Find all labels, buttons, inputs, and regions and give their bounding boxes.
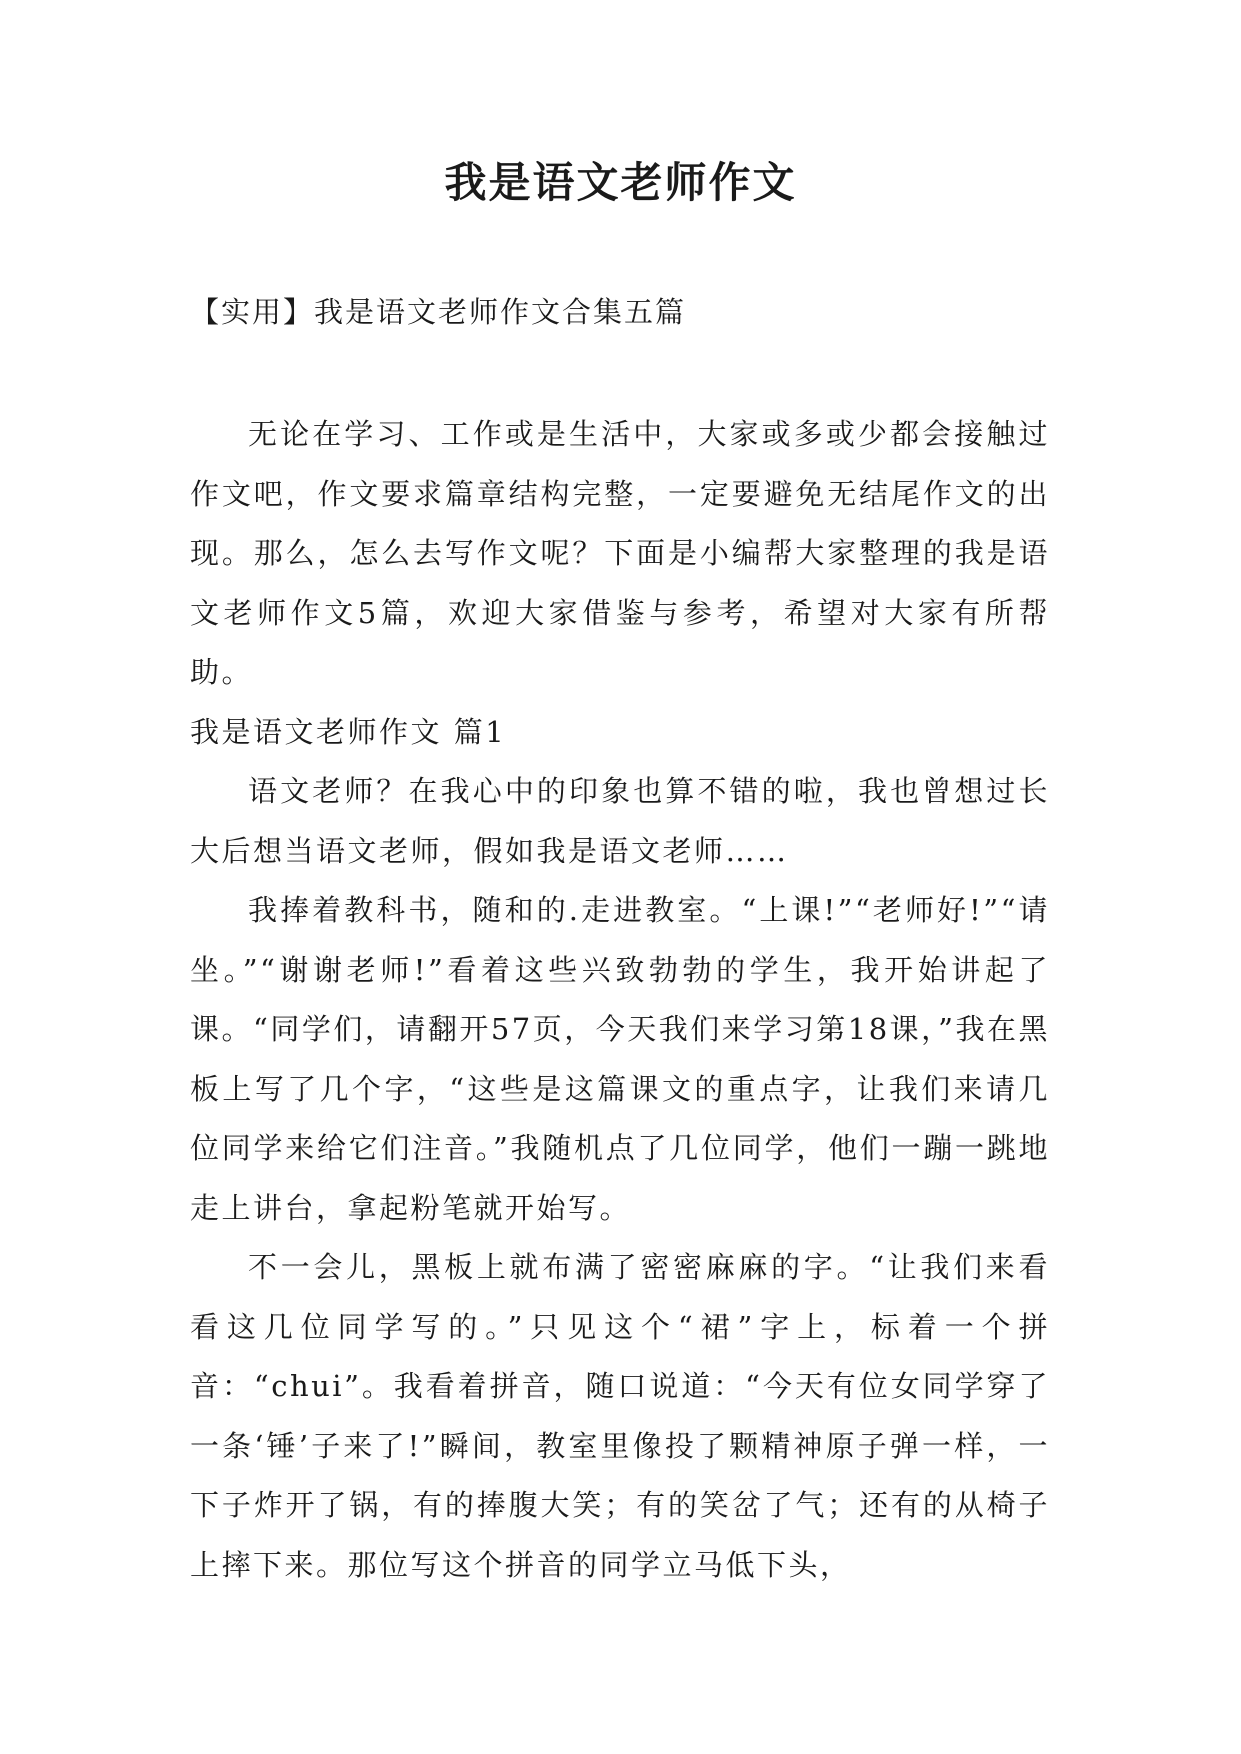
body-paragraph: 语文老师？在我心中的印象也算不错的啦，我也曾想过长大后想当语文老师，假如我是语文老师…… (190, 774, 1050, 868)
body-paragraph: 我捧着教科书，随和的.走进教室。“上课!”“老师好!”“请坐。”“谢谢老师!”看着这些兴致勃勃的学生，我开始讲起了课。“同学们，请翻开57页，今天我们来学习第18课，”我在黑板上写了几个字，“这些是这篇课文的重点字，让我们来请几位同学来给它们注音。”我随机点了几位同学，他们一蹦一跳地走上讲台，拿起粉笔就开始写。 (190, 893, 1050, 1225)
intro-paragraph: 无论在学习、工作或是生活中，大家或多或少都会接触过作文吧，作文要求篇章结构完整，一定要避免无结尾作文的出现。那么，怎么去写作文呢？下面是小编帮大家整理的我是语文老师作文5篇，欢迎大家借鉴与参考，希望对大家有所帮助。 (190, 417, 1050, 689)
document-title: 我是语文老师作文 (444, 158, 797, 207)
body-paragraph: 不一会儿，黑板上就布满了密密麻麻的字。“让我们来看看这几位同学写的。”只见这个“裙”字上，标着一个拼音：“chui”。我看着拼音，随口说道：“今天有位女同学穿了一条‘锤’子来了!”瞬间，教室里像投了颗精神原子弹一样，一下子炸开了锅，有的捧腹大笑；有的笑岔了气；还有的从椅子上摔下来。那位写这个拼音的同学立马低下头， (190, 1250, 1050, 1582)
document-subtitle: 【实用】我是语文老师作文合集五篇 (190, 295, 687, 329)
section-heading: 我是语文老师作文 篇1 (190, 714, 507, 749)
document-body (190, 405, 1050, 1595)
